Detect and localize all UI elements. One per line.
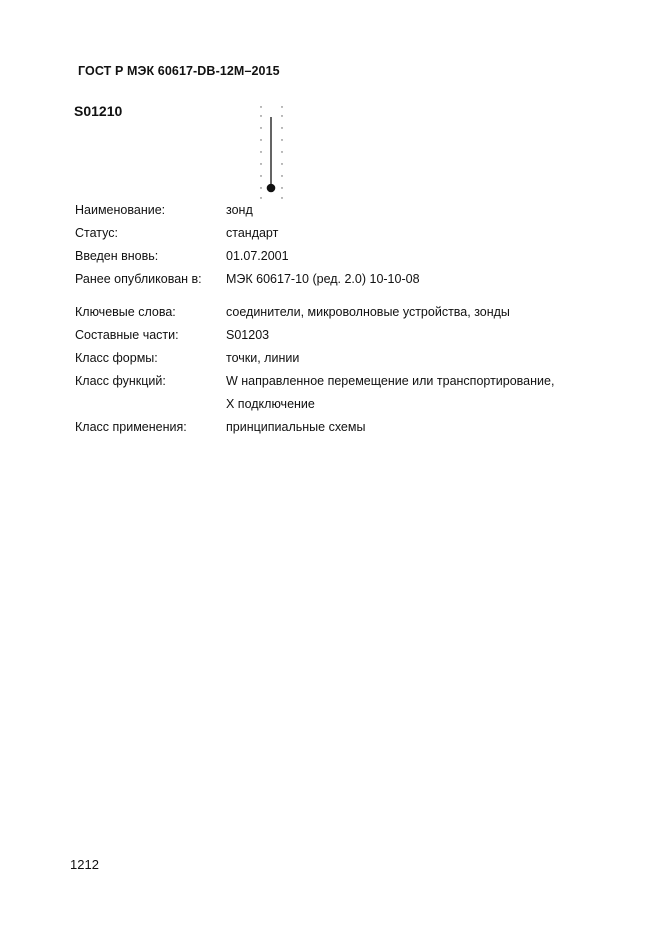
- field-value: 01.07.2001: [226, 249, 289, 263]
- field-label: Класс функций:: [75, 374, 166, 388]
- document-header: ГОСТ Р МЭК 60617-DB-12M–2015: [78, 64, 280, 78]
- field-label: Класс применения:: [75, 420, 187, 434]
- field-value: S01203: [226, 328, 270, 342]
- field-label: Статус:: [75, 226, 118, 240]
- probe-symbol-icon: [255, 104, 289, 204]
- page-number: 1212: [70, 857, 99, 872]
- symbol-code: S01210: [74, 103, 123, 119]
- field-label: Составные части:: [75, 328, 179, 342]
- field-label: Наименование:: [75, 203, 166, 217]
- field-value: точки, линии: [226, 351, 300, 365]
- field-label: Ранее опубликован в:: [75, 272, 202, 286]
- field-value: принципиальные схемы: [226, 420, 366, 434]
- field-value: X подключение: [226, 397, 315, 411]
- field-label: Ключевые слова:: [75, 305, 176, 319]
- field-value: зонд: [226, 203, 253, 217]
- field-value: W направленное перемещение или транспортирование,: [226, 374, 555, 388]
- field-value: МЭК 60617-10 (ред. 2.0) 10-10-08: [226, 272, 420, 286]
- field-label: Введен вновь:: [75, 249, 159, 263]
- field-value: соединители, микроволновые устройства, зонды: [226, 305, 510, 319]
- field-value: стандарт: [226, 226, 279, 240]
- field-label: Класс формы:: [75, 351, 158, 365]
